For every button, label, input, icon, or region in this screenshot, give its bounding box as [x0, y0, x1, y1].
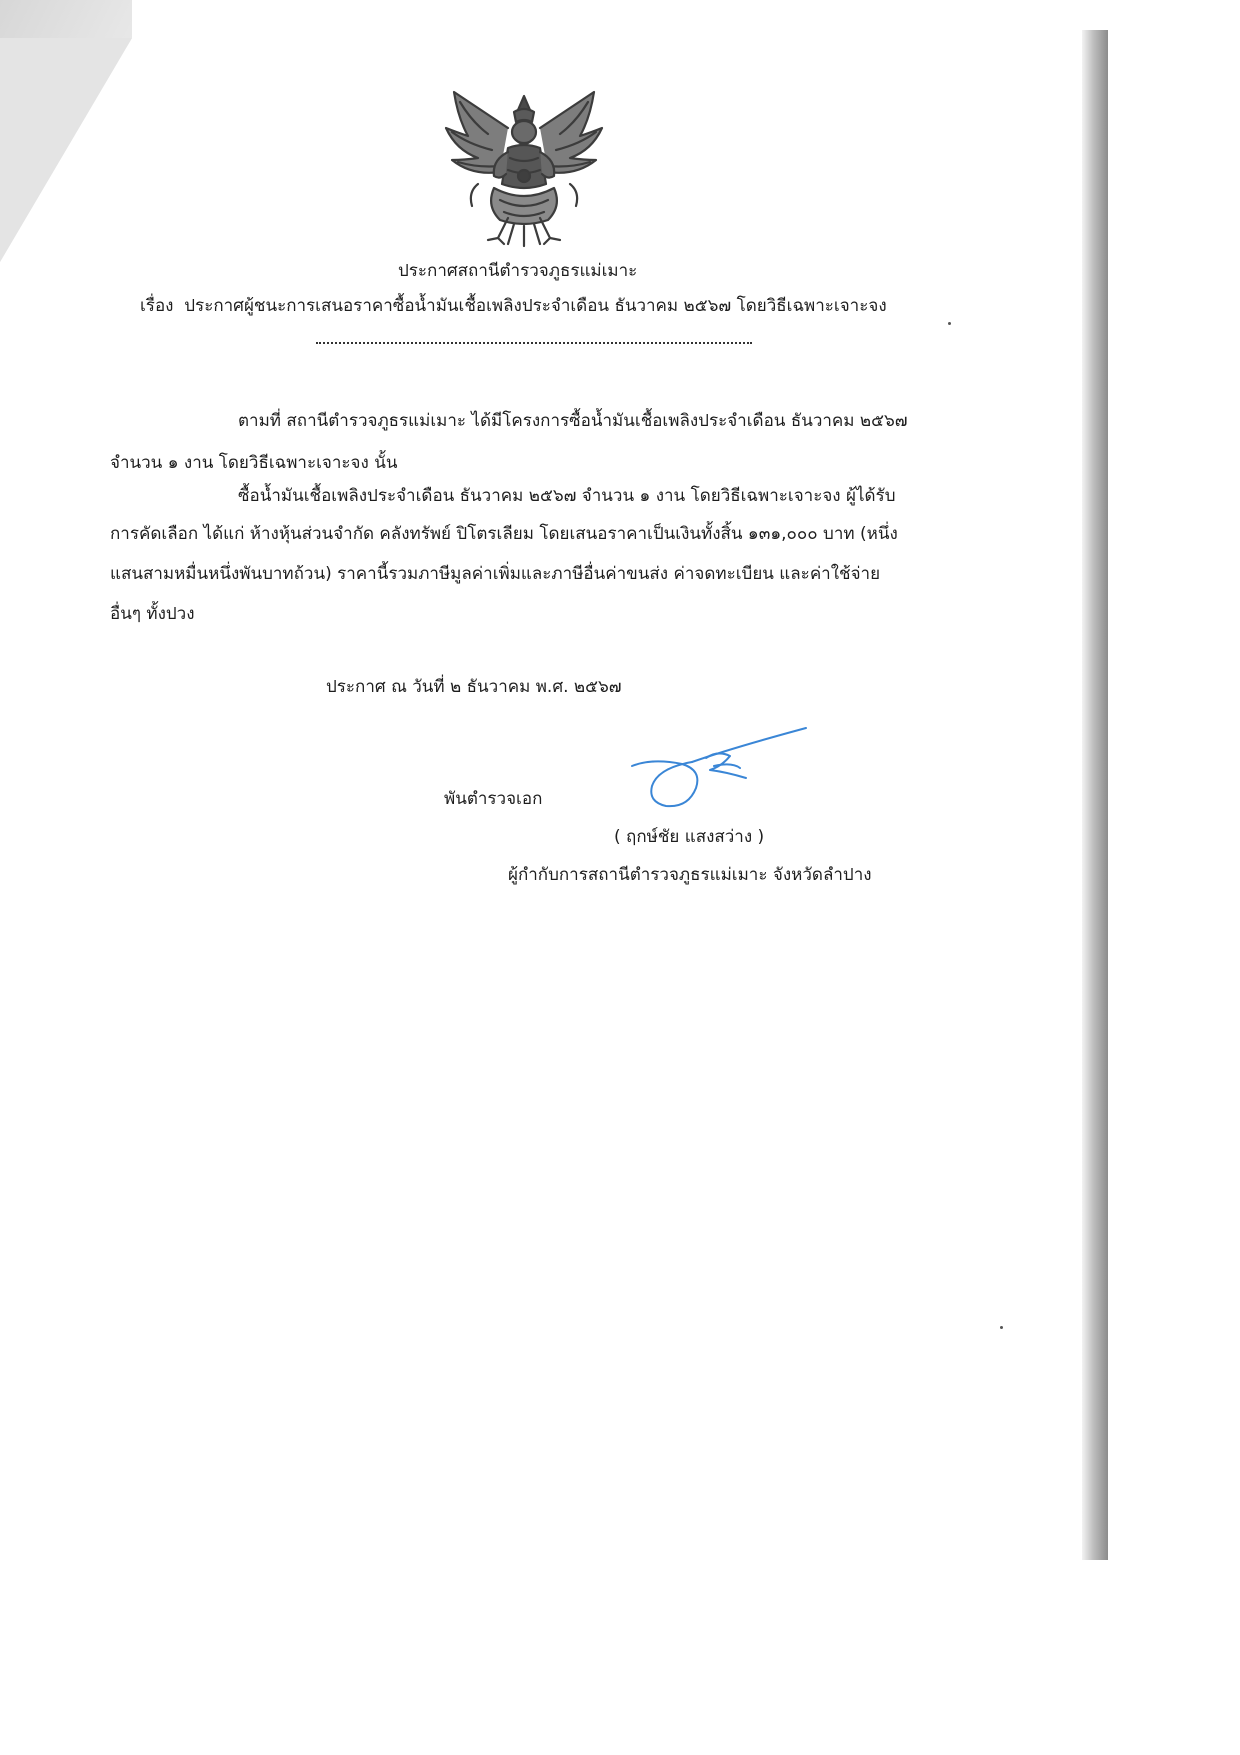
paragraph-2-line-4: อื่นๆ ทั้งปวง	[110, 604, 195, 624]
scan-edge	[1082, 30, 1108, 1560]
announcement-date: ประกาศ ณ วันที่ ๒ ธันวาคม พ.ศ. ๒๕๖๗	[326, 677, 622, 697]
dotted-divider	[316, 342, 752, 344]
paragraph-1-line-2: จำนวน ๑ งาน โดยวิธีเฉพาะเจาะจง นั้น	[110, 453, 398, 473]
paragraph-2-line-2: การคัดเลือก ได้แก่ ห้างหุ้นส่วนจำกัด คลังทรัพย์ ปิโตรเลียม โดยเสนอราคาเป็นเงินทั้งสิ้น ๑๓๑,๐๐๐ บาท (หนึ่ง	[110, 524, 898, 544]
paragraph-1-line-1: ตามที่ สถานีตำรวจภูธรแม่เมาะ ได้มีโครงการซื้อน้ำมันเชื้อเพลิงประจำเดือน ธันวาคม ๒๕๖๗	[238, 411, 908, 431]
subject-line	[140, 295, 887, 317]
scan-shadow	[0, 0, 140, 270]
paragraph-2-line-1: ซื้อน้ำมันเชื้อเพลิงประจำเดือน ธันวาคม ๒๕๖๗ จำนวน ๑ งาน โดยวิธีเฉพาะเจาะจง ผู้ได้รับ	[238, 486, 896, 506]
scan-speck	[1000, 1326, 1003, 1329]
signer-position: ผู้กำกับการสถานีตำรวจภูธรแม่เมาะ จังหวัดลำปาง	[508, 865, 872, 885]
announcement-title: ประกาศสถานีตำรวจภูธรแม่เมาะ	[398, 261, 638, 281]
subject-text: ประกาศผู้ชนะการเสนอราคาซื้อน้ำมันเชื้อเพลิงประจำเดือน ธันวาคม ๒๕๖๗ โดยวิธีเฉพาะเจาะจง	[184, 296, 887, 316]
signer-name: ( ฤกษ์ชัย แสงสว่าง )	[614, 827, 765, 847]
signer-rank: พันตำรวจเอก	[444, 789, 543, 809]
handwritten-signature	[622, 722, 812, 814]
subject-label: เรื่อง	[140, 296, 174, 316]
scan-speck	[948, 322, 951, 325]
garuda-emblem-icon	[438, 88, 610, 248]
paragraph-2-line-3: แสนสามหมื่นหนึ่งพันบาทถ้วน) ราคานี้รวมภาษีมูลค่าเพิ่มและภาษีอื่นค่าขนส่ง ค่าจดทะเบียน และค่าใช้จ่าย	[110, 564, 881, 584]
